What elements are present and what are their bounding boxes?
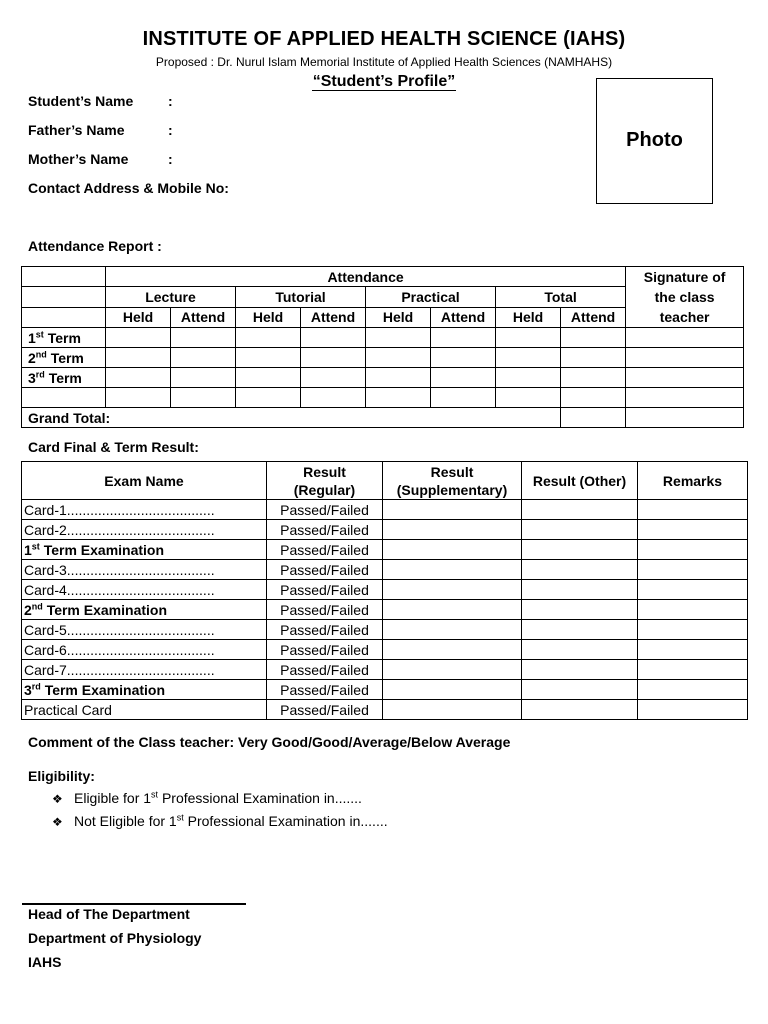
empty-cell	[626, 368, 744, 388]
empty-cell	[383, 520, 522, 540]
empty-cell	[561, 368, 626, 388]
eligibility-label: Eligibility:	[28, 768, 95, 784]
header-line: (Supplementary)	[396, 481, 508, 498]
results-table	[21, 461, 748, 720]
empty-cell	[383, 680, 522, 700]
term-exam-text: Term Examination	[46, 601, 168, 618]
field-colon: :	[168, 122, 173, 138]
empty-cell	[171, 328, 236, 348]
term-row	[22, 368, 744, 388]
empty-cell	[106, 388, 171, 408]
table-row	[22, 660, 748, 680]
field-label: Student’s Name	[28, 93, 134, 109]
empty-cell	[383, 540, 522, 560]
eligibility-sup: st	[151, 789, 159, 800]
empty-cell	[383, 660, 522, 680]
sub-held: Held	[106, 307, 171, 327]
empty-cell	[561, 388, 626, 408]
empty-cell	[522, 520, 638, 540]
field-contact	[28, 180, 229, 196]
field-label: Mother’s Name	[28, 151, 129, 167]
empty-cell	[638, 620, 748, 640]
result-regular: Passed/Failed	[267, 680, 383, 700]
exam-name: Card-1......................................	[22, 500, 267, 520]
empty-cell	[626, 388, 744, 408]
empty-cell	[106, 368, 171, 388]
result-regular: Passed/Failed	[267, 580, 383, 600]
empty-cell	[383, 640, 522, 660]
term-exam-text: Term Examination	[44, 681, 166, 698]
empty-cell	[383, 560, 522, 580]
table-row	[22, 680, 748, 700]
result-regular: Passed/Failed	[267, 660, 383, 680]
table-row	[22, 620, 748, 640]
empty-cell	[561, 328, 626, 348]
term-sup: st	[31, 540, 40, 551]
sub-attend: Attend	[561, 307, 626, 327]
eligibility-item	[52, 790, 362, 806]
page-title: INSTITUTE OF APPLIED HEALTH SCIENCE (IAHS)	[142, 28, 626, 50]
result-regular: Passed/Failed	[267, 640, 383, 660]
eligibility-text-post: Professional Examination in.......	[183, 813, 388, 829]
empty-cell	[522, 680, 638, 700]
eligibility-text-pre: Not Eligible for 1	[74, 813, 177, 829]
page-subtitle: Proposed : Dr. Nurul Islam Memorial Institute of Applied Health Sciences (NAMHAHS)	[155, 55, 613, 69]
attendance-header: Attendance	[106, 267, 626, 287]
field-mother-name	[28, 151, 173, 167]
diamond-bullet-icon: ❖	[52, 815, 63, 829]
sub-attend: Attend	[431, 307, 496, 327]
exam-name: Card-7......................................	[22, 660, 267, 680]
sub-held: Held	[236, 307, 301, 327]
signature-line: the class	[654, 289, 715, 305]
empty-cell	[383, 500, 522, 520]
term-label	[22, 368, 106, 388]
header-line: Result	[303, 463, 346, 480]
empty-cell	[236, 388, 301, 408]
empty-cell	[496, 348, 561, 368]
empty-cell	[383, 580, 522, 600]
empty-cell	[522, 620, 638, 640]
signature-line: Signature of	[643, 269, 726, 285]
term-num: 3	[28, 369, 36, 386]
empty-cell	[522, 660, 638, 680]
exam-name: Card-6......................................	[22, 640, 267, 660]
blank-cell	[22, 287, 106, 307]
term-sup: nd	[31, 600, 43, 611]
empty-cell	[522, 580, 638, 600]
sub-attend: Attend	[171, 307, 236, 327]
attendance-section-label: Attendance Report :	[28, 238, 162, 254]
term-word: Term	[50, 349, 84, 366]
empty-cell	[522, 700, 638, 720]
empty-cell	[431, 348, 496, 368]
header-result-supplementary	[383, 462, 522, 500]
group-tutorial: Tutorial	[236, 287, 366, 307]
results-section-label: Card Final & Term Result:	[28, 439, 199, 455]
teacher-comment: Comment of the Class teacher: Very Good/Good/Average/Below Average	[28, 734, 511, 750]
exam-name	[22, 680, 267, 700]
exam-name: Card-4......................................	[22, 580, 267, 600]
term-num: 2	[28, 349, 36, 366]
signature-line	[22, 903, 246, 905]
empty-cell	[496, 388, 561, 408]
empty-cell	[236, 348, 301, 368]
empty-cell	[496, 328, 561, 348]
profile-heading-text: “Student’s Profile”	[312, 73, 456, 90]
exam-name: Card-5......................................	[22, 620, 267, 640]
table-row	[22, 560, 748, 580]
exam-name: Card-3......................................	[22, 560, 267, 580]
empty-cell	[301, 348, 366, 368]
exam-name	[22, 540, 267, 560]
empty-cell	[561, 348, 626, 368]
empty-cell	[366, 348, 431, 368]
term-num: 1	[28, 329, 36, 346]
empty-cell	[626, 328, 744, 348]
empty-cell	[366, 328, 431, 348]
group-total: Total	[496, 287, 626, 307]
empty-cell	[301, 388, 366, 408]
term-word: Term	[47, 329, 81, 346]
empty-cell	[522, 500, 638, 520]
term-sup: st	[35, 328, 44, 339]
empty-cell	[638, 640, 748, 660]
empty-cell	[638, 700, 748, 720]
exam-name: Practical Card	[22, 700, 267, 720]
empty-cell	[638, 540, 748, 560]
empty-cell	[638, 660, 748, 680]
blank-cell	[22, 267, 106, 287]
empty-cell	[638, 560, 748, 580]
group-lecture: Lecture	[106, 287, 236, 307]
table-row	[22, 600, 748, 620]
term-word: Term	[48, 369, 82, 386]
empty-cell	[561, 408, 626, 428]
term-num: 1	[24, 541, 32, 558]
result-regular: Passed/Failed	[267, 540, 383, 560]
table-row	[22, 580, 748, 600]
grand-total-row	[22, 408, 744, 428]
header-result-regular	[267, 462, 383, 500]
field-father-name	[28, 122, 173, 138]
table-row	[22, 540, 748, 560]
field-label: Father’s Name	[28, 122, 125, 138]
term-num: 3	[24, 681, 32, 698]
signature-line: teacher	[659, 309, 710, 325]
blank-cell	[22, 307, 106, 327]
term-sup: rd	[31, 680, 41, 691]
result-regular: Passed/Failed	[267, 560, 383, 580]
empty-cell	[522, 560, 638, 580]
sub-held: Held	[366, 307, 431, 327]
blank-row	[22, 388, 744, 408]
table-row	[22, 640, 748, 660]
field-label: Contact Address & Mobile No:	[28, 180, 229, 196]
term-sup: nd	[35, 348, 47, 359]
empty-cell	[383, 600, 522, 620]
empty-cell	[383, 620, 522, 640]
empty-cell	[431, 328, 496, 348]
term-label	[22, 328, 106, 348]
empty-cell	[638, 520, 748, 540]
field-colon: :	[168, 93, 173, 109]
header-result-other: Result (Other)	[522, 462, 638, 500]
empty-cell	[638, 580, 748, 600]
signature-department: Department of Physiology	[28, 930, 202, 946]
empty-cell	[431, 368, 496, 388]
result-regular: Passed/Failed	[267, 500, 383, 520]
signature-title: Head of The Department	[28, 906, 190, 922]
exam-name: Card-2......................................	[22, 520, 267, 540]
eligibility-text-pre: Eligible for 1	[74, 790, 152, 806]
result-regular: Passed/Failed	[267, 600, 383, 620]
header-line: Result	[430, 463, 474, 480]
field-colon: :	[168, 151, 173, 167]
diamond-bullet-icon: ❖	[52, 792, 63, 806]
term-sup: rd	[35, 368, 45, 379]
table-row	[22, 700, 748, 720]
term-label	[22, 348, 106, 368]
photo-box: Photo	[596, 78, 713, 204]
header-line: (Regular)	[293, 481, 356, 498]
term-num: 2	[24, 601, 32, 618]
empty-cell	[366, 388, 431, 408]
grand-total-label: Grand Total:	[22, 408, 561, 428]
exam-name	[22, 600, 267, 620]
empty-cell	[522, 600, 638, 620]
term-row	[22, 348, 744, 368]
empty-cell	[522, 540, 638, 560]
header-remarks: Remarks	[638, 462, 748, 500]
field-student-name	[28, 93, 173, 109]
eligibility-text-post: Professional Examination in.......	[158, 790, 362, 806]
attendance-table	[21, 266, 744, 428]
eligibility-item	[52, 813, 388, 829]
empty-cell	[106, 348, 171, 368]
empty-cell	[383, 700, 522, 720]
table-row	[22, 520, 748, 540]
result-regular: Passed/Failed	[267, 620, 383, 640]
empty-cell	[22, 388, 106, 408]
empty-cell	[236, 328, 301, 348]
term-exam-text: Term Examination	[43, 541, 165, 558]
empty-cell	[626, 408, 744, 428]
group-practical: Practical	[366, 287, 496, 307]
table-row	[22, 500, 748, 520]
term-row	[22, 328, 744, 348]
result-regular: Passed/Failed	[267, 700, 383, 720]
empty-cell	[638, 680, 748, 700]
signature-institute: IAHS	[28, 954, 62, 970]
sub-attend: Attend	[301, 307, 366, 327]
empty-cell	[522, 640, 638, 660]
empty-cell	[626, 348, 744, 368]
sub-held: Held	[496, 307, 561, 327]
empty-cell	[638, 600, 748, 620]
empty-cell	[171, 348, 236, 368]
header-exam-name: Exam Name	[22, 462, 267, 500]
empty-cell	[171, 388, 236, 408]
empty-cell	[366, 368, 431, 388]
empty-cell	[431, 388, 496, 408]
empty-cell	[301, 328, 366, 348]
empty-cell	[106, 328, 171, 348]
empty-cell	[496, 368, 561, 388]
eligibility-sup: st	[176, 812, 184, 823]
empty-cell	[638, 500, 748, 520]
result-regular: Passed/Failed	[267, 520, 383, 540]
signature-header	[626, 267, 744, 328]
empty-cell	[171, 368, 236, 388]
empty-cell	[236, 368, 301, 388]
empty-cell	[301, 368, 366, 388]
